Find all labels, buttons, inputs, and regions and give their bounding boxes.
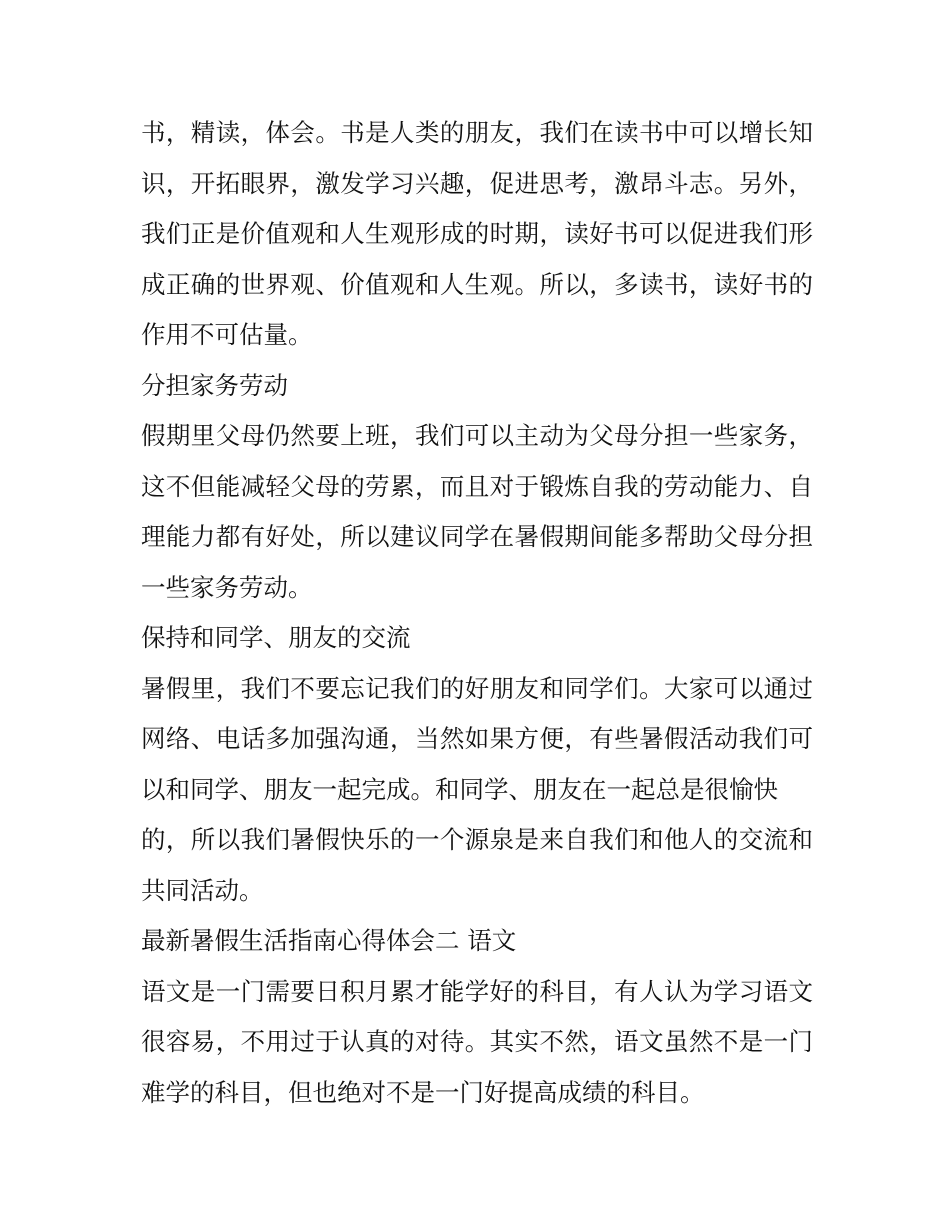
paragraph-line: 这不但能减轻父母的劳累，而且对于锻炼自我的劳动能力、自 <box>141 471 813 501</box>
paragraph-line: 一些家务劳动。 <box>141 572 313 602</box>
paragraph-line: 以和同学、朋友一起完成。和同学、朋友在一起总是很愉快 <box>141 774 778 804</box>
paragraph-line: 语文是一门需要日积月累才能学好的科目，有人认为学习语文 <box>141 976 813 1006</box>
section-heading: 最新暑假生活指南心得体会二 语文 <box>141 926 517 955</box>
paragraph-line: 的，所以我们暑假快乐的一个源泉是来自我们和他人的交流和 <box>141 825 813 854</box>
paragraph-line: 识，开拓眼界，激发学习兴趣，促进思考，激昂斗志。另外， <box>141 168 813 198</box>
paragraph-line: 理能力都有好处，所以建议同学在暑假期间能多帮助父母分担 <box>141 522 813 551</box>
paragraph-line: 我们正是价值观和人生观形成的时期，读好书可以促进我们形 <box>141 219 813 248</box>
paragraph-line: 很容易，不用过于认真的对待。其实不然，语文虽然不是一门 <box>141 1027 813 1056</box>
paragraph-line: 作用不可估量。 <box>141 320 313 349</box>
paragraph-line: 网络、电话多加强沟通，当然如果方便，有些暑假活动我们可 <box>141 724 813 753</box>
document-body <box>141 108 813 1118</box>
section-heading: 分担家务劳动 <box>141 370 288 400</box>
paragraph-line: 假期里父母仍然要上班，我们可以主动为父母分担一些家务， <box>141 421 813 450</box>
paragraph-line: 书，精读，体会。书是人类的朋友，我们在读书中可以增长知 <box>141 118 813 147</box>
paragraph-line: 暑假里，我们不要忘记我们的好朋友和同学们。大家可以通过 <box>141 673 813 703</box>
paragraph-line: 共同活动。 <box>141 875 264 905</box>
section-heading: 保持和同学、朋友的交流 <box>141 623 411 652</box>
paragraph-line: 成正确的世界观、价值观和人生观。所以，多读书，读好书的 <box>141 269 813 299</box>
paragraph-line: 难学的科目，但也绝对不是一门好提高成绩的科目。 <box>141 1077 705 1107</box>
